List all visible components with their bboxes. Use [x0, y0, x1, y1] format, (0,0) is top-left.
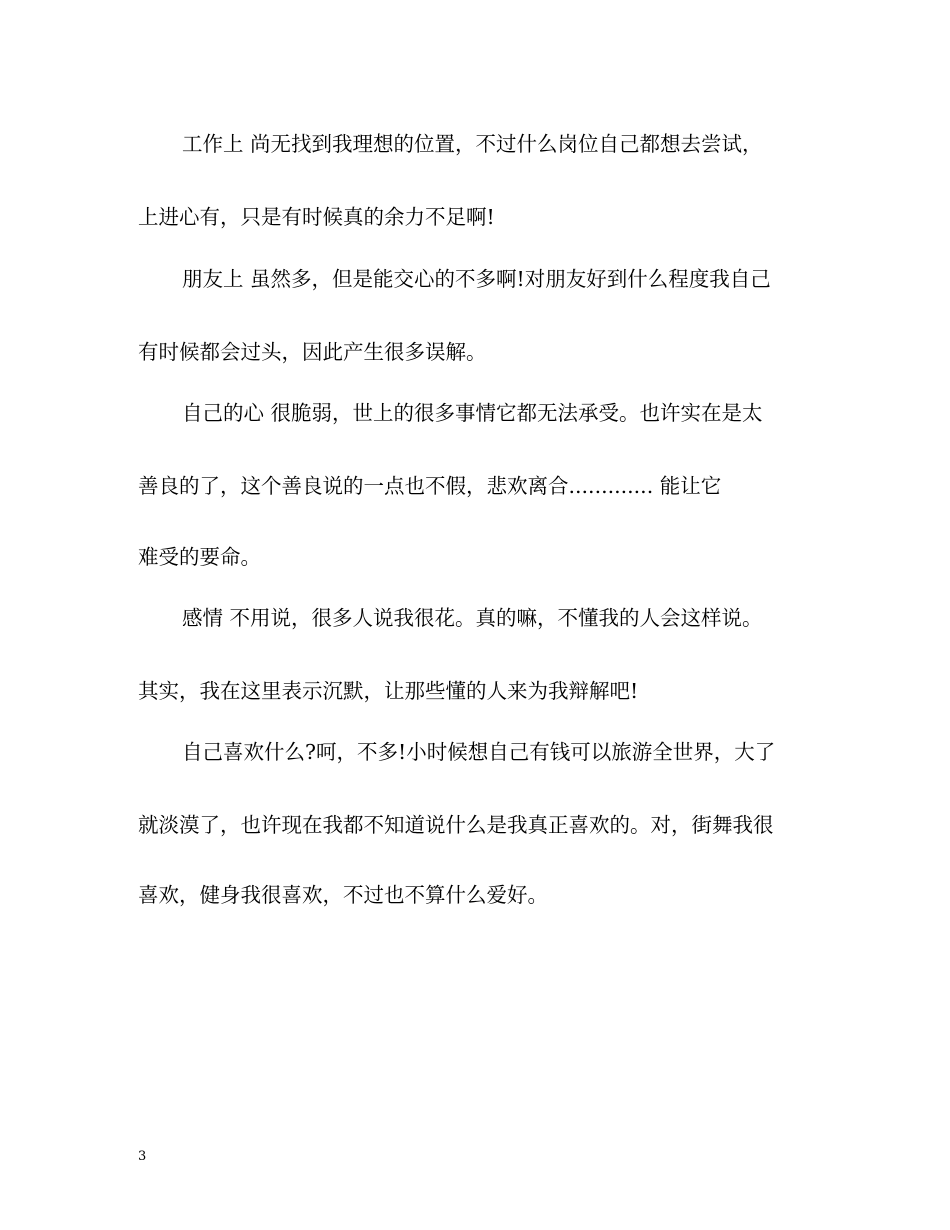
paragraph-1-line-2: 上进心有，只是有时候真的余力不足啊!	[138, 205, 495, 229]
paragraph-2-line-1: 朋友上 虽然多，但是能交心的不多啊!对朋友好到什么程度我自己	[182, 267, 771, 291]
page-number: 3	[138, 1149, 147, 1164]
paragraph-3-line-3: 难受的要命。	[138, 545, 261, 569]
paragraph-1-line-1: 工作上 尚无找到我理想的位置，不过什么岗位自己都想去尝试，	[182, 132, 763, 156]
paragraph-3-line-2: 善良的了，这个善良说的一点也不假，悲欢离合............. 能让它	[138, 474, 722, 498]
paragraph-4-line-2: 其实，我在这里表示沉默，让那些懂的人来为我辩解吧!	[138, 679, 639, 703]
paragraph-5-line-1: 自己喜欢什么?呵，不多!小时候想自己有钱可以旅游全世界，大了	[182, 740, 776, 764]
paragraph-5-line-3: 喜欢，健身我很喜欢，不过也不算什么爱好。	[138, 883, 548, 907]
paragraph-4-line-1: 感情 不用说，很多人说我很花。真的嘛，不懂我的人会这样说。	[182, 606, 763, 630]
paragraph-5-line-2: 就淡漠了，也许现在我都不知道说什么是我真正喜欢的。对，街舞我很	[138, 813, 774, 837]
paragraph-3-line-1: 自己的心 很脆弱，世上的很多事情它都无法承受。也许实在是太	[182, 401, 763, 425]
paragraph-2-line-2: 有时候都会过头，因此产生很多误解。	[138, 340, 487, 364]
